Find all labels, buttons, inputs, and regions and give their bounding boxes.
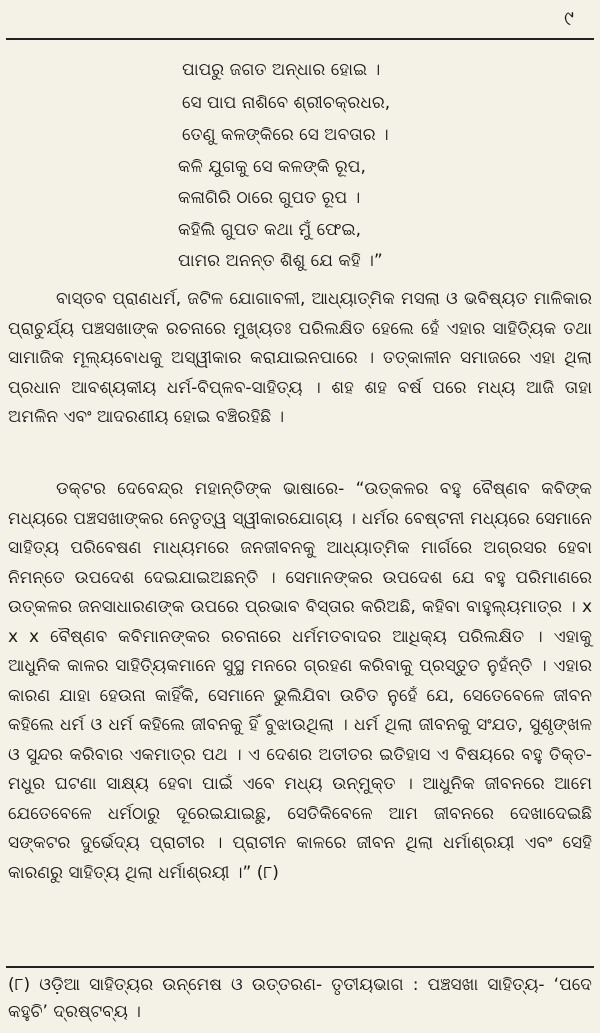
- verse-line: ତେଣୁ କଳଙ୍କିରେ ସେ ଅବତାର ।: [182, 125, 389, 145]
- footnote-rule: [6, 966, 594, 968]
- verse-line: ପାପରୁ ଜଗତ ଅନ୍ଧାର ହୋଇ ।: [182, 60, 381, 80]
- top-rule: [6, 38, 594, 40]
- verse-line: ପାମର ଅନନ୍ତ ଶିଶୁ ଯେ କହି ।”: [178, 251, 383, 271]
- verse-line: କଳି ଯୁଗକୁ ସେ କଳଙ୍କି ରୂପ,: [178, 157, 366, 177]
- page-number: ୯: [564, 6, 574, 30]
- paragraph: ଡକ୍ଟର ଦେବେନ୍ଦ୍ର ମହାନ୍ତିଙ୍କ ଭାଷାରେ- “ଉତ୍କଳର ବହୁ ବୈଷ୍ଣବ କବିଙ୍କ ମଧ୍ୟରେ ପଞ୍ଚସଖାଙ୍କର ନେତୃତ୍ୱ ସ୍ୱୀକାରଯୋଗ୍ୟ । ଧର୍ମର ବେଷ୍ଟନୀ ମଧ୍ୟରେ ସେମାନେ ସାହିତ୍ୟ ପରିବେଷଣ ମାଧ୍ୟମରେ ଜନଜୀବନକୁ ଆଧ୍ୟାତ୍ମିକ ମାର୍ଗରେ ଅଗ୍ରସର ହେବା ନିମନ୍ତେ ଉପଦେଶ ଦେଇଯାଇଅଛନ୍ତି । ସେମାନଙ୍କର ଉପଦେଶ ଯେ ବହୁ ପରିମାଣରେ ଉତ୍କଳର ଜନସାଧାରଣଙ୍କ ଉପରେ ପ୍ରଭାବ ବିସ୍ତାର କରିଅଛି, କହିବା ବାହୁଲ୍ୟମାତ୍ର । x x x ବୈଷ୍ଣବ କବିମାନଙ୍କର ରଚନାରେ ଧର୍ମମତବାଦର ଆଧିକ୍ୟ ପରିଲକ୍ଷିତ । ଏହାକୁ ଆଧୁନିକ କାଳର ସାହିତ୍ୟିକମାନେ ସୁସ୍ଥ ମନରେ ଗ୍ରହଣ କରିବାକୁ ପ୍ରସ୍ତୁତ ନୁହଁନ୍ତି । ଏହାର କାରଣ ଯାହା ହେଉନା କାହିଁକି, ସେମାନେ ଭୁଲିଯିବା ଉଚିତ ନୁହେଁ ଯେ, ସେତେବେଳେ ଜୀବନ କହିଲେ ଧର୍ମ ଓ ଧର୍ମ କହିଲେ ଜୀବନକୁ ହିଁ ବୁଝାଉଥିଲା । ଧର୍ମ ଥିଲା ଜୀବନକୁ ସଂଯତ, ସୁଶୃଙ୍ଖଳ ଓ ସୁନ୍ଦର କରିବାର ଏକମାତ୍ର ପଥ । ଏ ଦେଶର ଅତୀତର ଇତିହାସ ଏ ବିଷୟରେ ବହୁ ତିକ୍ତ-ମଧୁର ଘଟଣା ସାକ୍ଷ୍ୟ ହେବା ପାଇଁ ଏବେ ମଧ୍ୟ ଉନ୍ମୁକ୍ତ । ଆଧୁନିକ ଜୀବନରେ ଆମେ ଯେତେବେଳେ ଧର୍ମଠାରୁ ଦୂରେଇଯାଇଛୁ, ସେତିକିବେଳେ ଆମ ଜୀବନରେ ଦେଖାଦେଇଛି ସଙ୍କଟର ଦୁର୍ଭେଦ୍ୟ ପ୍ରାଚୀର । ପ୍ରାଚୀନ କାଳରେ ଜୀବନ ଥିଲା ଧର୍ମାଶ୍ରୟୀ ଏବଂ ସେହି କାରଣରୁ ସାହିତ୍ୟ ଥିଲା ଧର୍ମାଶ୍ରୟୀ ।” (୮): [8, 479, 592, 883]
- verse-line: କହିଲି ଗୁପତ କଥା ମୁଁ ଫେଇ,: [178, 220, 362, 240]
- paragraph: ବାସ୍ତବ ପ୍ରାଣଧର୍ମ, ଜଟିଳ ଯୋଗାବଳୀ, ଆଧ୍ୟାତ୍ମିକ ମସଲା ଓ ଭବିଷ୍ୟତ ମାଳିକାର ପ୍ରାଚୁର୍ଯ୍ୟ ପଞ୍ଚସଖାଙ୍କ ରଚନାରେ ମୁଖ୍ୟତଃ ପରିଲକ୍ଷିତ ହେଲେ ହେଁ ଏହାର ସାହିତ୍ୟିକ ତଥା ସାମାଜିକ ମୂଲ୍ୟବୋଧକୁ ଅସ୍ୱୀକାର କରାଯାଇନପାରେ । ତତ୍କାଳୀନ ସମାଜରେ ଏହା ଥିଲା ପ୍ରଧାନ ଆବଶ୍ୟକୀୟ ଧର୍ମ-ବିପ୍ଳବ-ସାହିତ୍ୟ । ଶହ ଶହ ବର୍ଷ ପରେ ମଧ୍ୟ ଆଜି ତାହା ଅମଳିନ ଏବଂ ଆଦରଣୀୟ ହୋଇ ବଞ୍ଚିରହିଛି ।: [8, 289, 592, 427]
- footnote: (୮) ଓଡ଼ିଆ ସାହିତ୍ୟର ଉନ୍ମେଷ ଓ ଉତ୍ତରଣ- ତୃତୀୟଭାଗ : ପଞ୍ଚସଖା ସାହିତ୍ୟ- ‘ପଦେ କହୁଚି’ ଦ୍ରଷ୍ଟବ୍ୟ ।: [8, 975, 592, 1022]
- verse-line: ସେ ପାପ ନାଶିବେ ଶ୍ରୀଚକ୍ରଧର,: [182, 93, 391, 113]
- verse-line: କଳାଗିରି ଠାରେ ଗୁପତ ରୂପ ।: [178, 188, 361, 208]
